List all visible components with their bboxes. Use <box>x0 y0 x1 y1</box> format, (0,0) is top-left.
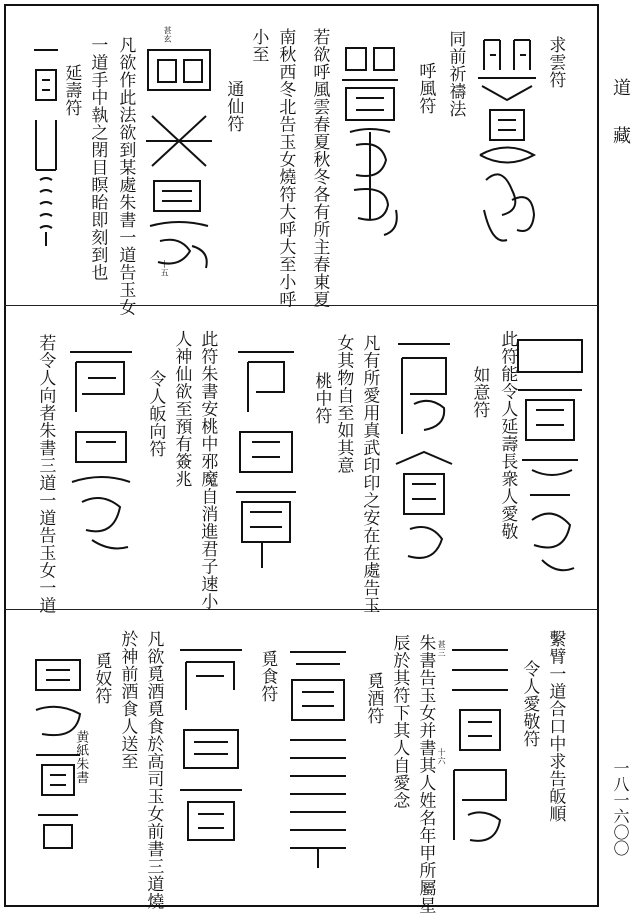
text-col: 凡欲作此法欲到某處朱書一道告玉女 <box>115 36 136 316</box>
talisman-peach-glyph <box>228 342 304 574</box>
folio-mark: 甚玄 <box>163 26 173 43</box>
text-col: 女其物自至如其意 <box>333 334 354 474</box>
text-col: 若令人向者朱書三道一道告玉女一道 <box>35 334 56 614</box>
text-col: 於神前酒食人送至 <box>117 630 138 770</box>
panel-divider-1 <box>4 305 599 306</box>
text-col: 一道手中執之閉目瞑眙即刻到也 <box>87 36 108 281</box>
text-col: 令人愛敬符 <box>519 660 540 748</box>
text-col: 南秋西冬北告玉女燒符大呼大至小呼 <box>275 28 296 308</box>
annotation-note: 黄紙朱書 <box>73 730 89 784</box>
page-number: 一八一六〇〇 <box>611 760 630 856</box>
talisman-rain-glyph <box>472 30 542 255</box>
text-col: 繫臂一道合口中求告皈順 <box>545 630 566 823</box>
text-col: 辰於其符下其人自愛念 <box>389 634 410 809</box>
talisman-wish-glyph <box>390 334 458 574</box>
text-col: 人神仙欲至預有簽兆 <box>171 330 192 488</box>
text-col: 此符能令人延壽長衆人愛敬 <box>497 330 518 540</box>
talisman-devotion-glyph <box>62 342 140 557</box>
talisman-servant-glyph <box>30 650 89 855</box>
text-col: 此符朱書安桃中邪魔自消進君子速小 <box>197 330 218 610</box>
panel-divider-2 <box>4 609 599 610</box>
text-col: 求雲符 <box>545 36 566 89</box>
text-col: 如意符 <box>469 366 490 419</box>
text-col: 令人皈向符 <box>145 370 166 458</box>
text-col: 延壽符 <box>61 64 82 117</box>
talisman-immortal-glyph <box>140 36 218 276</box>
text-col: 通仙符 <box>223 80 244 133</box>
collection-label: 道藏 <box>610 78 631 174</box>
text-col: 若欲呼風雲春夏秋冬各有所主春東夏 <box>309 28 330 308</box>
text-col: 覓酒符 <box>363 672 384 725</box>
talisman-affection-glyph <box>444 640 516 870</box>
text-col: 同前祈禱法 <box>445 30 466 118</box>
text-col: 朱書告玉女并書其人姓名年甲所屬星 <box>415 634 436 914</box>
talisman-longevity-glyph <box>30 40 62 250</box>
text-col: 桃中符 <box>311 372 332 425</box>
text-col: 凡欲覓酒覓食於高司玉女前書三道燒 <box>143 630 164 910</box>
text-col: 呼風符 <box>415 62 436 115</box>
text-col: 凡有所愛用真武印印之安在在處告玉 <box>359 334 380 614</box>
talisman-longevity-love-glyph <box>512 330 588 580</box>
text-col: 小至 <box>248 28 269 63</box>
talisman-wind-glyph <box>336 40 404 240</box>
talisman-food-glyph <box>172 640 250 865</box>
folio-mark: 甚三 <box>437 640 447 657</box>
text-col: 覓食符 <box>257 650 278 703</box>
text-col: 覓奴符 <box>91 652 112 705</box>
talisman-wine-glyph <box>282 640 354 872</box>
folio-mark: 十五 <box>160 260 170 277</box>
folio-mark: 十六 <box>437 748 447 765</box>
